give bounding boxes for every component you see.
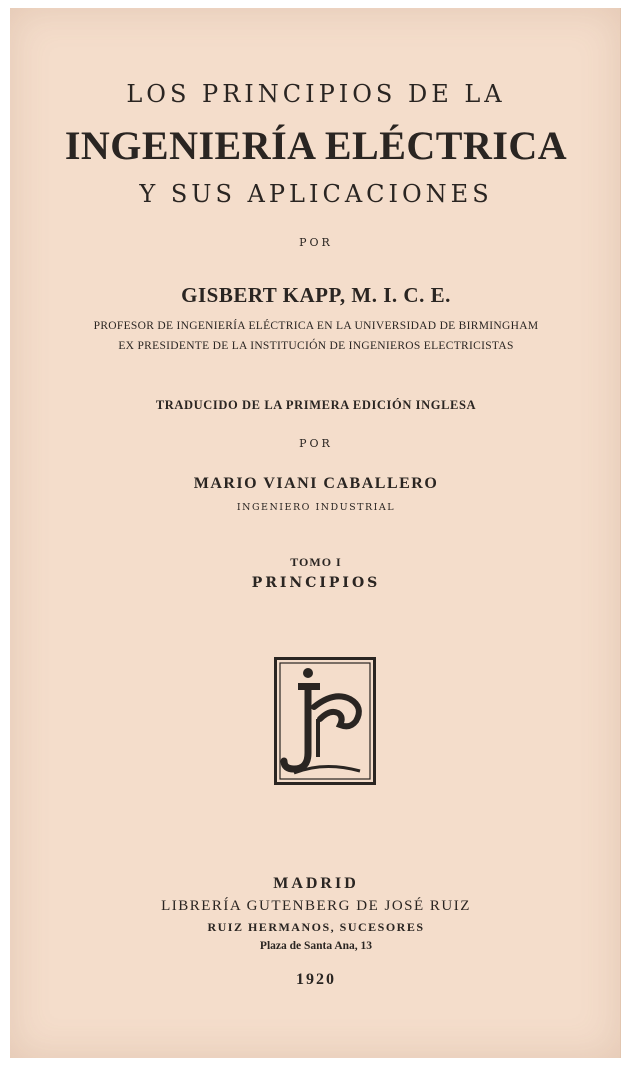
publisher-monogram-jr-icon — [274, 657, 376, 785]
by-label: POR — [299, 236, 333, 249]
author-name: GISBERT KAPP, M. I. C. E. — [181, 283, 451, 307]
translator-by-label: POR — [299, 437, 333, 450]
translation-note: TRADUCIDO DE LA PRIMERA EDICIÓN INGLESA — [155, 398, 477, 412]
publisher-address: Plaza de Santa Ana, 13 — [259, 940, 373, 952]
translator-title: INGENIERO INDUSTRIAL — [236, 502, 396, 513]
translator-name: MARIO VIANI CABALLERO — [193, 475, 439, 492]
volume-subtitle: PRINCIPIOS — [251, 575, 381, 591]
publication-year: 1920 — [296, 971, 336, 988]
title-line-3: Y SUS APLICACIONES — [139, 180, 493, 208]
volume-number: TOMO I — [290, 555, 342, 569]
author-affiliation-1: PROFESOR DE INGENIERÍA ELÉCTRICA EN LA UNIVERSIDAD DE BIRMINGHAM — [93, 320, 539, 332]
publisher-successors: RUIZ HERMANOS, SUCESORES — [207, 920, 425, 934]
publisher-city: MADRID — [273, 875, 359, 892]
title-line-2: INGENIERÍA ELÉCTRICA — [64, 123, 568, 168]
publisher-name: LIBRERÍA GUTENBERG DE JOSÉ RUIZ — [161, 898, 471, 914]
title-line-1: LOS PRINCIPIOS DE LA — [126, 80, 506, 108]
author-affiliation-2: EX PRESIDENTE DE LA INSTITUCIÓN DE INGENIEROS ELECTRICISTAS — [118, 340, 514, 352]
